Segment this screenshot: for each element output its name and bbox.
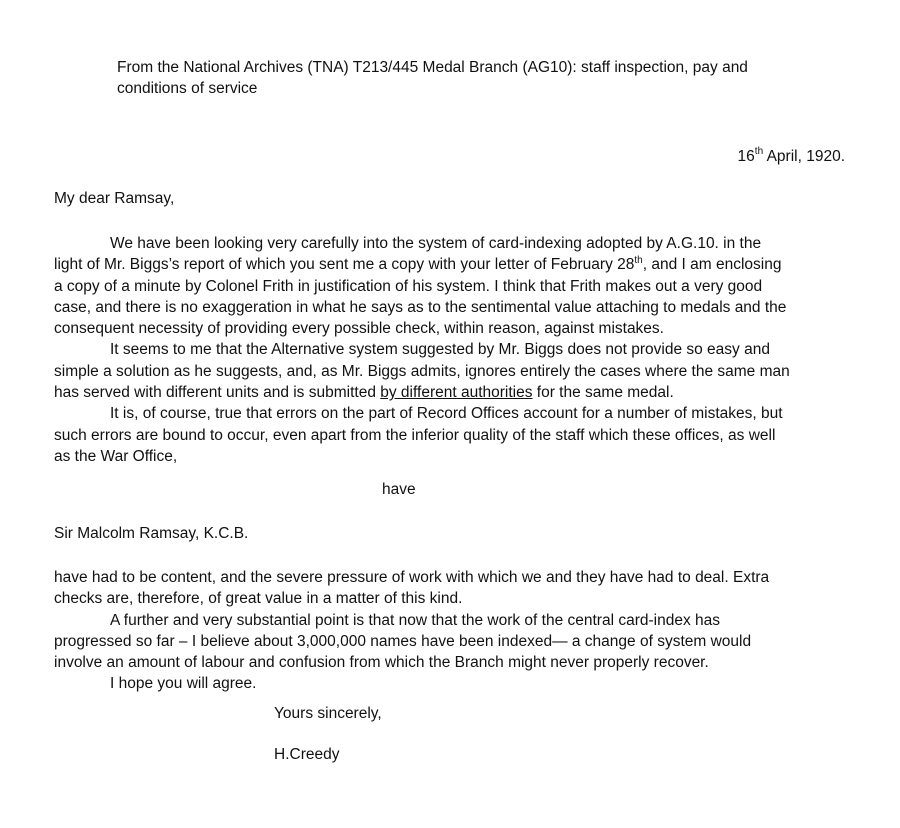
- body-line: checks are, therefore, of great value in a matter of this kind.: [54, 590, 463, 608]
- body-text: has served with different units and is submitted: [54, 384, 381, 402]
- body-line: have had to be content, and the severe pressure of work with which we and they have had to deal. Extra: [54, 569, 770, 586]
- addressee: Sir Malcolm Ramsay, K.C.B.: [54, 525, 249, 542]
- body-text: for the same medal.: [532, 384, 674, 402]
- body-line: [54, 254, 854, 275]
- signature: H.Creedy: [274, 746, 340, 763]
- date-suffix: th: [754, 145, 764, 157]
- body-line: It seems to me that the Alternative system suggested by Mr. Biggs does not provide so easy and: [110, 341, 770, 359]
- body-line: It is, of course, true that errors on the part of Record Offices account for a number of mistakes, but: [110, 405, 783, 423]
- ordinal-suffix: th: [634, 255, 643, 267]
- body-line: A further and very substantial point is that now that the work of the central card-index has: [110, 611, 721, 629]
- catchword: have: [382, 481, 416, 498]
- body-line: progressed so far – I believe about 3,000,000 names have been indexed— a change of system would: [54, 632, 752, 650]
- source-line-1: From the National Archives (TNA) T213/445 Medal Branch (AG10): staff inspection, pay and: [117, 59, 748, 76]
- body-line: such errors are bound to occur, even apart from the inferior quality of the staff which these offices, as well: [54, 426, 776, 444]
- body-line: consequent necessity of providing every possible check, within reason, against mistakes.: [54, 320, 664, 338]
- body-line: involve an amount of labour and confusion from which the Branch might never properly recover.: [54, 654, 709, 672]
- letter-date: [738, 146, 845, 167]
- body-text: , and I am enclosing: [642, 256, 782, 274]
- letter-body-page-1: [54, 233, 854, 467]
- body-line: a copy of a minute by Colonel Frith in justification of his system. I think that Frith makes out a very good: [54, 277, 763, 295]
- body-line: We have been looking very carefully into the system of card-indexing adopted by A.G.10. in the: [110, 235, 762, 252]
- salutation: My dear Ramsay,: [54, 190, 175, 207]
- underlined-text: by different authorities: [380, 384, 533, 402]
- body-line: [54, 382, 854, 403]
- body-line: case, and there is no exaggeration in what he says as to the sentimental value attaching to medals and the: [54, 298, 787, 316]
- body-line: simple a solution as he suggests, and, as Mr. Biggs admits, ignores entirely the cases where the same man: [54, 362, 790, 380]
- body-text: light of Mr. Biggs’s report of which you sent me a copy with your letter of February 28: [54, 256, 635, 274]
- date-day: 16: [737, 148, 755, 165]
- body-line: I hope you will agree.: [110, 675, 257, 693]
- date-rest: April, 1920.: [763, 148, 845, 165]
- source-citation: [117, 57, 817, 100]
- letter-body-page-2: [54, 567, 854, 695]
- source-line-2: conditions of service: [117, 80, 258, 98]
- body-line: as the War Office,: [54, 447, 178, 465]
- closing: Yours sincerely,: [274, 705, 382, 722]
